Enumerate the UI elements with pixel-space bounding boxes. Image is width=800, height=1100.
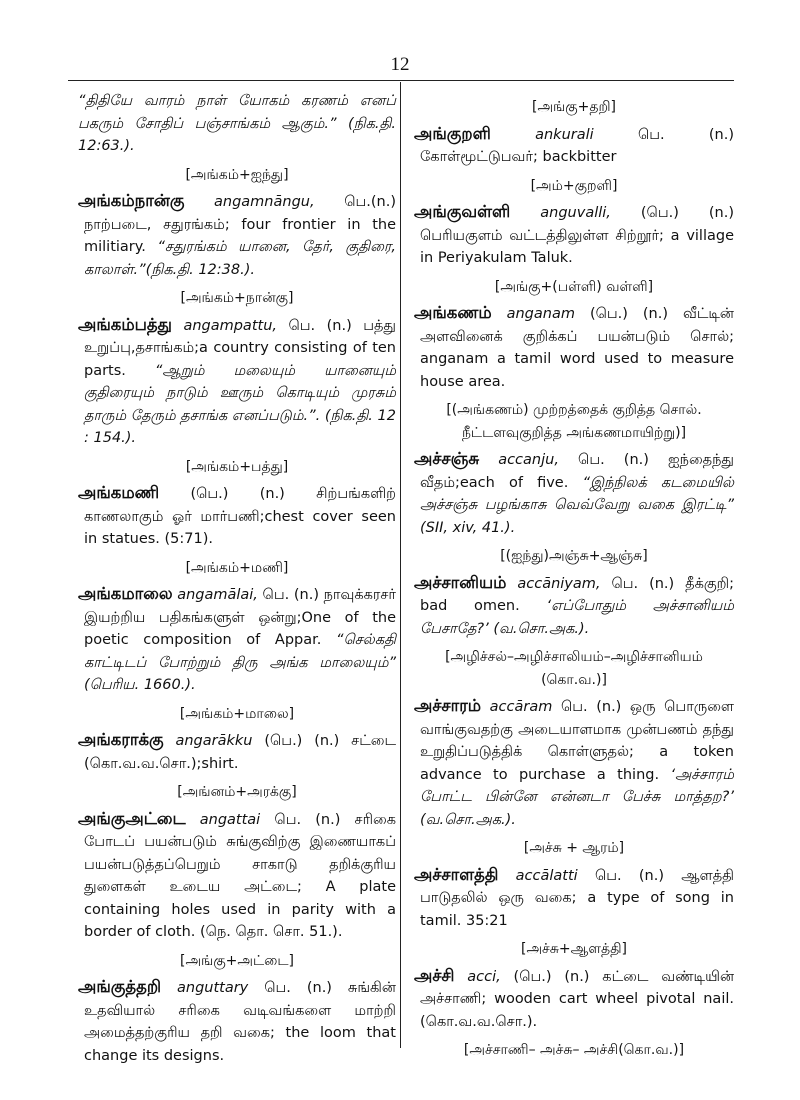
- headword: அங்கமணி: [78, 483, 160, 502]
- definition: பெ. (n.) ஐந்தைந்து வீதம்;each of five.: [420, 452, 734, 491]
- entry-continuation: [78, 90, 396, 158]
- transliteration: angarākku: [175, 733, 253, 749]
- headword: அங்குவள்ளி: [414, 202, 511, 221]
- definition: பெ. (n.) கோள்மூட்டுபவர்; backbitter: [420, 126, 734, 165]
- headword: அங்கமாலை: [78, 584, 173, 603]
- etymology-note: [அங்கம்+நான்கு]: [180, 290, 294, 306]
- definition: பெ. (n.) தீக்குறி; bad omen.: [420, 575, 735, 614]
- transliteration: anguvalli,: [540, 205, 611, 221]
- dictionary-entry: [414, 302, 734, 393]
- dictionary-entry: [78, 583, 396, 697]
- headword: அங்கணம்: [414, 303, 492, 322]
- headword: அச்சஞ்சு: [414, 449, 480, 468]
- left-column: [78, 90, 396, 1067]
- dictionary-entry: [414, 572, 734, 641]
- transliteration: accāniyam,: [517, 575, 601, 592]
- column-divider: [400, 82, 401, 1048]
- dictionary-entry: [78, 482, 396, 551]
- page-number: 12: [390, 54, 410, 75]
- etymology-note: [அங்கம்+பத்து]: [185, 458, 289, 475]
- quotation-text: “திதியே வாரம் நாள் யோகம் கரணம் எனப் பகரும் சோதிப் பஞ்சாங்கம் ஆகும்.” (நிக.தி. 12:63.).: [78, 93, 396, 154]
- transliteration: angattai: [199, 811, 261, 828]
- headword: அச்சி: [414, 965, 455, 985]
- dictionary-entry: [78, 314, 396, 450]
- dictionary-entry: [78, 190, 396, 281]
- etymology-note: [அச்சு+ஆளத்தி]: [520, 941, 628, 957]
- definition: பெ. (n.) சுங்கின் உதவியால் சரிகை வடிவங்களை மாற்றி அமைத்தற்குரிய தறி வகை; the loom that change its designs.: [84, 980, 396, 1064]
- etymology-note: [அங்கு+அட்டை]: [180, 952, 294, 969]
- etymology-note: [அங்னம்+அரக்கு]: [177, 784, 297, 800]
- etymology-note: [அங்கம்+ஐந்து]: [185, 166, 289, 183]
- header-rule: [68, 80, 734, 81]
- quotation: “சதுரங்கம் யானை, தேர், குதிரை, காலாள்.”(நிக.தி. 12:38.).: [84, 239, 397, 278]
- etymology-note: [அம்+குறளி]: [530, 177, 618, 194]
- transliteration: anganam: [506, 306, 575, 322]
- dictionary-entry: [78, 976, 396, 1067]
- etymology-note: [அழிச்சல்–அழிச்சாலியம்–அழிச்சானியம் (கொ.வ.)]: [445, 649, 703, 688]
- definition: (பெ.) (n.) பெரியகுளம் வட்டத்திலுள்ள சிற்றூர்; a village in Periyakulam Taluk.: [420, 205, 734, 266]
- definition: பெ. (n.) பத்து உறுப்பு,தசாங்கம்;a country consisting of ten parts.: [84, 317, 397, 379]
- etymology-note: [அங்கு+தறி]: [532, 99, 616, 115]
- quotation: ‘அச்சாரம் போட்ட பின்னே என்னடா பேச்சு மாத்தற?’ (வ.சொ.அக.).: [420, 766, 734, 828]
- transliteration: anguttary: [177, 980, 249, 996]
- headword: அச்சானியம்: [414, 572, 507, 592]
- transliteration: accāram: [489, 699, 553, 715]
- definition: (பெ.) (n.) கட்டை வண்டியின் அச்சாணி; wooden cart wheel pivotal nail. (கொ.வ.வ.சொ.).: [420, 968, 735, 1030]
- definition: பெ.(n.) நாற்படை, சதுரங்கம்; four frontier in the militiary.: [84, 194, 396, 255]
- headword: அங்குறளி: [414, 123, 491, 143]
- definition: பெ. (n.) நாவுக்கரசர் இயற்றிய பதிகங்களுள் ஒன்று;One of the poetic composition of Appar.: [84, 587, 396, 648]
- etymology-note: [அங்கம்+மணி]: [185, 559, 289, 576]
- dictionary-entry: [414, 864, 734, 933]
- transliteration: accālatti: [515, 867, 578, 884]
- transliteration: angamnāngu,: [214, 194, 315, 210]
- etymology-note: [(ஐந்து)அஞ்சு+ஆஞ்சு]: [500, 548, 648, 564]
- etymology-note: [அச்சாணி– அச்சு– அச்சி(கொ.வ.)]: [463, 1042, 685, 1058]
- definition: (பெ.) (n.) சிற்பங்களிற் காணலாகும் ஓர் மார்பணி;chest cover seen in statues. (5:71).: [84, 486, 396, 547]
- dictionary-entry: [414, 965, 734, 1034]
- definition: பெ. (n.) சரிகை போடப் பயன்படும் சுங்குவிற்கு இணையாகப் பயன்படுத்தப்பெறும் சாகாடு தறிக்குரிய துளைகள் உடைய அட்டை; A plate containing holes used in parity with a border of cloth. (நெ. தொ. சொ. 51.).: [84, 811, 397, 940]
- transliteration: angamālai,: [177, 587, 258, 603]
- etymology-note: [அங்கம்+மாலை]: [179, 705, 295, 722]
- etymology-note: [அங்கு+(பள்ளி) வள்ளி]: [494, 278, 654, 295]
- definition: பெ. (n.) ஒரு பொருளை வாங்குவதற்கு அடையாளமாக முன்பணம் தந்து உறுதிப்படுத்திக் கொள்ளுதல்; a token advance to purchase a thing.: [420, 699, 735, 783]
- etymology-note: [அச்சு + ஆரம்]: [523, 840, 625, 856]
- dictionary-entry: [414, 201, 734, 270]
- etymology-note: [(அங்கணம்) முற்றத்தைக் குறித்த சொல். நீட்டளவுகுறித்த அங்கணமாயிற்று)]: [446, 402, 702, 441]
- transliteration: acci,: [467, 968, 501, 985]
- dictionary-entry: [414, 448, 734, 539]
- dictionary-entry: [414, 123, 734, 169]
- headword: அங்குஅட்டை: [78, 808, 186, 828]
- dictionary-entry: [78, 808, 396, 944]
- dictionary-entry: [78, 729, 396, 775]
- headword: அங்கராக்கு: [78, 730, 164, 749]
- right-column: [414, 90, 734, 1066]
- transliteration: ankurali: [535, 126, 594, 143]
- headword: அச்சாரம்: [414, 696, 482, 715]
- headword: அங்கம்பத்து: [78, 314, 172, 334]
- headword: அச்சாளத்தி: [414, 864, 499, 884]
- definition: (பெ.) (n.) சட்டை (கொ.வ.வ.சொ.);shirt.: [84, 733, 396, 772]
- transliteration: angampattu,: [183, 317, 277, 334]
- dictionary-entry: [414, 695, 734, 831]
- headword: அங்குத்தறி: [78, 977, 162, 996]
- quotation: “ஆறும் மலையும் யானையும் குதிரையும் நாடும் ஊரும் கொடியும் முரசும் தாரும் தேரும் தசாங்க எனப்படும்.”. (நிக.தி. 12 : 154.).: [84, 362, 396, 446]
- quotation: “இந்நிலக் கடமையில் அச்சஞ்சு பழங்காசு வெவ்வேறு வகை இரட்டி” (SII, xiv, 41.).: [420, 474, 734, 536]
- quotation: “செல்கதி காட்டிடப் போற்றும் திரு அங்க மாலையும்” (பெரிய. 1660.).: [84, 632, 397, 693]
- definition: (பெ.) (n.) வீட்டின் அளவினைக் குறிக்கப் பயன்படும் சொல்; anganam a tamil word used to measure house area.: [420, 306, 734, 390]
- definition: பெ. (n.) ஆளத்தி பாடுதலில் ஒரு வகை; a type of song in tamil. 35:21: [420, 867, 735, 929]
- quotation: ‘எப்போதும் அச்சானியம் பேசாதே?’ (வ.சொ.அக.).: [420, 598, 735, 637]
- transliteration: accanju,: [498, 452, 559, 468]
- headword: அங்கம்நான்கு: [78, 191, 185, 210]
